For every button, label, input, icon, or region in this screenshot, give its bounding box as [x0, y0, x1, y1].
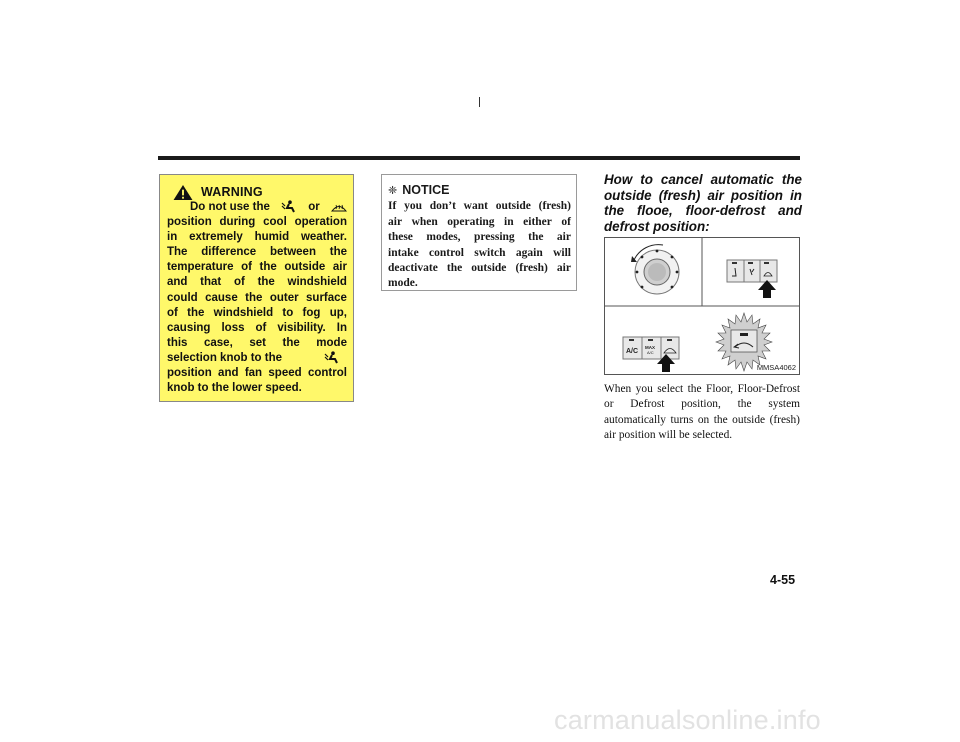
- page-number: 4-55: [770, 573, 796, 587]
- paragraph-line-3: automatically turns on the outside (fresh): [604, 413, 800, 426]
- heading-line-2: outside (fresh) air position in: [604, 187, 802, 203]
- arrow-up-icon: [758, 280, 776, 298]
- warning-title: WARNING: [201, 184, 263, 199]
- mode-buttons: [727, 260, 777, 282]
- notice-line-2: air when operating in either of: [388, 215, 571, 228]
- section-heading: [604, 172, 802, 234]
- warning-line-11: selection knob to the: [167, 351, 347, 366]
- header-rule: [158, 156, 800, 160]
- paragraph-line-2: or Defrost position, the system: [604, 398, 800, 411]
- body-paragraph: [604, 382, 800, 444]
- warning-line-5: temperature of the outside air: [167, 261, 347, 274]
- notice-line-5: deactivate the outside (fresh) air: [388, 262, 571, 275]
- defrost-icon: [331, 200, 347, 213]
- notice-line-3: these modes, pressing the air: [388, 231, 571, 244]
- warning-line-12: position and fan speed control: [167, 367, 347, 380]
- floor-mode-icon: [323, 351, 341, 364]
- warning-line-13: knob to the lower speed.: [167, 382, 302, 395]
- heading-line-1: How to cancel automatic the: [604, 172, 802, 187]
- illustration-caption: MMSA4062: [756, 363, 796, 372]
- warning-header: [167, 185, 347, 200]
- warning-line-10: this case, set the mode: [167, 336, 347, 349]
- control-panel-illustration: [604, 237, 800, 375]
- max-button-label: MAX: [645, 345, 655, 350]
- warning-line-1: Do not use the or: [167, 200, 347, 215]
- warning-line-2: position during cool operation: [167, 216, 347, 229]
- heading-line-3: the flooe, floor-defrost and: [604, 203, 802, 218]
- control-panel-drawing: [605, 238, 799, 374]
- heading-line-4: defrost position:: [604, 218, 710, 234]
- notice-symbol-icon: ❈: [388, 184, 398, 197]
- notice-line-6: mode.: [388, 277, 418, 290]
- watermark: carmanualsonline.info: [554, 705, 821, 735]
- warning-line-8: of the windshield to fog up,: [167, 306, 347, 319]
- notice-line-1: If you don’t want outside (fresh): [388, 200, 571, 213]
- max-button-sublabel: A/C: [647, 350, 654, 355]
- warning-line-4: The difference between the: [167, 246, 347, 259]
- notice-title: NOTICE: [402, 183, 450, 197]
- warning-triangle-icon: [172, 184, 194, 201]
- paragraph-line-4: air position will be selected.: [604, 429, 733, 442]
- warning-line-9: causing loss of visibility. In: [167, 321, 347, 334]
- ac-buttons: [623, 337, 679, 359]
- warning-box: [159, 174, 354, 402]
- top-center-mark: [479, 97, 480, 107]
- floor-mode-icon: [281, 200, 297, 213]
- mode-selection-knob: [631, 245, 679, 294]
- warning-line-7: could cause the outer surface: [167, 291, 347, 304]
- notice-line-4: intake control switch again will: [388, 246, 571, 259]
- paragraph-line-1: When you select the Floor, Floor-Defrost: [604, 383, 800, 395]
- notice-header: [388, 183, 571, 198]
- ac-button-label: A/C: [626, 348, 639, 355]
- warning-line-6: and that of the windshield: [167, 276, 347, 289]
- notice-box: [381, 174, 577, 291]
- warning-line-3: in extremely humid weather.: [167, 231, 347, 244]
